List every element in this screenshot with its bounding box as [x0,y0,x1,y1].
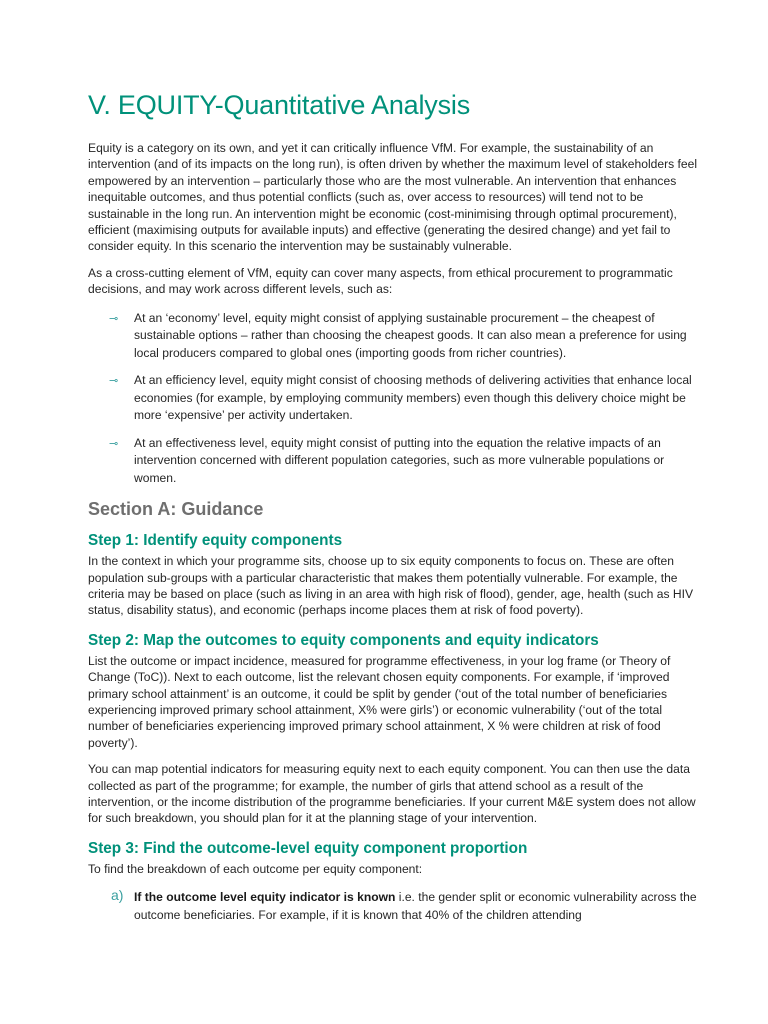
step-3-list [88,889,698,924]
list-item-text: At an effectiveness level, equity might consist of putting into the equation the relative impacts of an intervention concerned with different population categories, such as more vulnerable populations or women. [134,435,665,485]
step-1-heading: Step 1: Identify equity components [88,532,343,550]
list-item [88,435,698,488]
section-a-heading: Section A: Guidance [88,499,264,520]
intro-paragraph-1: Equity is a category on its own, and yet it can critically influence VfM. For example, the sustainability of an intervention (and of its impacts on the long run), is often driven by whether the maximum level of stakeholders feel empowered by an intervention – particularly those who are the most vulnerable. An intervention that enhances inequitable outcomes, and thus potential conflicts (such as, over access to resources) will tend not to be sustainable in the long run. An intervention might be economic (cost-minimising through optimal procurement), efficient (maximising outputs for available inputs) and effective (generating the desired change) and yet fail to consider equity. In this scenario the intervention may be sustainably vulnerable. [88,141,698,254]
step-1 [88,531,698,619]
step-2-heading: Step 2: Map the outcomes to equity components and equity indicators [88,631,599,649]
list-item-text: At an ‘economy’ level, equity might consist of applying sustainable procurement – the cheapest of sustainable options – rather than choosing the cheapest goods. It can also mean a preference for using local producers compared to global ones (importing goods from richer countries). [134,310,687,360]
list-marker: a) [111,887,124,904]
step-2 [88,631,698,827]
step-2-text-1: List the outcome or impact incidence, measured for programme effectiveness, in your log frame (or Theory of Change (ToC)). Next to each outcome, list the relevant chosen equity components. For example, if ‘improved primary school attainment’ is an outcome, it could be split by gender (‘out of the total number of beneficiaries experiencing improved primary school attainment, X% were girls’) or economic vulnerability (‘out of the total number of beneficiaries experiencing improved primary school attainment, X % were children at risk of food poverty’). [88,653,671,750]
step-3-heading: Step 3: Find the outcome-level equity component proportion [88,839,528,857]
intro-paragraph-2: As a cross-cutting element of VfM, equity can cover many aspects, from ethical procurement to programmatic decisions, and may work across different levels, such as: [88,265,673,297]
list-item [88,310,698,363]
step-2-text-2: You can map potential indicators for measuring equity next to each equity component. You can then use the data collected as part of the programme; for example, the number of girls that attend school as a result of the intervention, or the income distribution of the programme beneficiaries. If your current M&E system does not allow for such breakdown, you should plan for it at the planning stage of your intervention. [88,762,696,826]
list-item-bold: If the outcome level equity indicator is known [134,890,396,905]
list-item-text: At an efficiency level, equity might consist of choosing methods of delivering activities that enhance local economies (for example, by employing community members) even though this delivery choice might be more ‘expensive’ per activity undertaken. [134,373,692,423]
step-3-text: To find the breakdown of each outcome per equity component: [88,861,423,876]
equity-levels-list [88,310,698,488]
key-bullet-icon: ⊸ [109,312,119,325]
step-1-text: In the context in which your programme sits, choose up to six equity components to focus on. These are often population sub-groups with a particular characteristic that makes them potentially vulnerable. For example, the criteria may be based on place (such as living in an area with high risk of flood), gender, age, health (such as HIV status, disability status), and economic (perhaps income places them at risk of food poverty). [88,554,694,618]
page-title: V. EQUITY-Quantitative Analysis [88,90,470,120]
key-bullet-icon: ⊸ [109,375,119,388]
key-bullet-icon: ⊸ [109,437,119,450]
list-item-text: i.e. the gender split or economic vulnerability across the outcome beneficiaries. For example, if it is known that 40% of the children attending [134,890,697,922]
step-3 [88,839,698,924]
list-item [88,372,698,425]
list-item [88,889,698,924]
